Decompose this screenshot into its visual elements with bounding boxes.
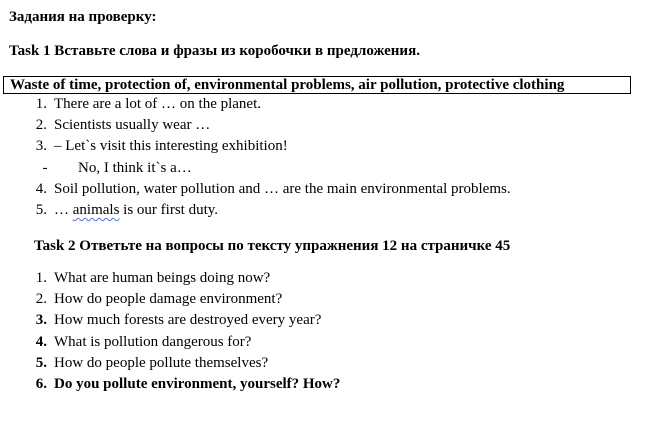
- item-text: No, I think it`s a…: [78, 159, 192, 176]
- item-text: What is pollution dangerous for?: [54, 333, 252, 350]
- item-text: How much forests are destroyed every year?: [54, 312, 322, 329]
- item-number: 2.: [35, 117, 47, 134]
- item-text: What are human beings doing now?: [54, 270, 271, 286]
- item-number: 1.: [35, 270, 47, 286]
- word-box: Waste of time, protection of, environmental problems, air pollution, protective clothing: [3, 76, 631, 94]
- item-text: Scientists usually wear …: [54, 117, 211, 134]
- item-number: 5.: [35, 354, 47, 371]
- item-number: 4.: [35, 333, 47, 350]
- item-text: How do people damage environment?: [54, 291, 283, 308]
- spellcheck-marked-word[interactable]: animals: [72, 201, 120, 218]
- item-text: There are a lot of … on the planet.: [54, 96, 261, 112]
- item-number: 4.: [35, 180, 47, 197]
- item-text: – Let`s visit this interesting exhibition!: [54, 138, 288, 155]
- item-text: [54, 200, 218, 221]
- item-text: How do people pollute themselves?: [54, 354, 269, 371]
- item-number: 2.: [35, 291, 47, 308]
- item-text: Soil pollution, water pollution and … are the main environmental problems.: [54, 180, 511, 197]
- task1-heading: Task 1 Вставьте слова и фразы из коробочки в предложения.: [9, 43, 420, 59]
- item-number: 6.: [35, 375, 47, 392]
- item-number: 5.: [35, 201, 47, 218]
- item-number: 1.: [35, 96, 47, 112]
- item-text: Do you pollute environment, yourself? How?: [54, 375, 341, 392]
- item-number: 3.: [35, 138, 47, 155]
- document-title: Задания на проверку:: [9, 9, 157, 25]
- task2-heading: Task 2 Ответьте на вопросы по тексту упражнения 12 на страничке 45: [34, 238, 511, 254]
- item-number: 3.: [35, 312, 47, 329]
- item-text-prefix: …: [54, 201, 73, 218]
- item-dash: -: [42, 159, 48, 176]
- item-text-suffix: is our first duty.: [119, 201, 219, 218]
